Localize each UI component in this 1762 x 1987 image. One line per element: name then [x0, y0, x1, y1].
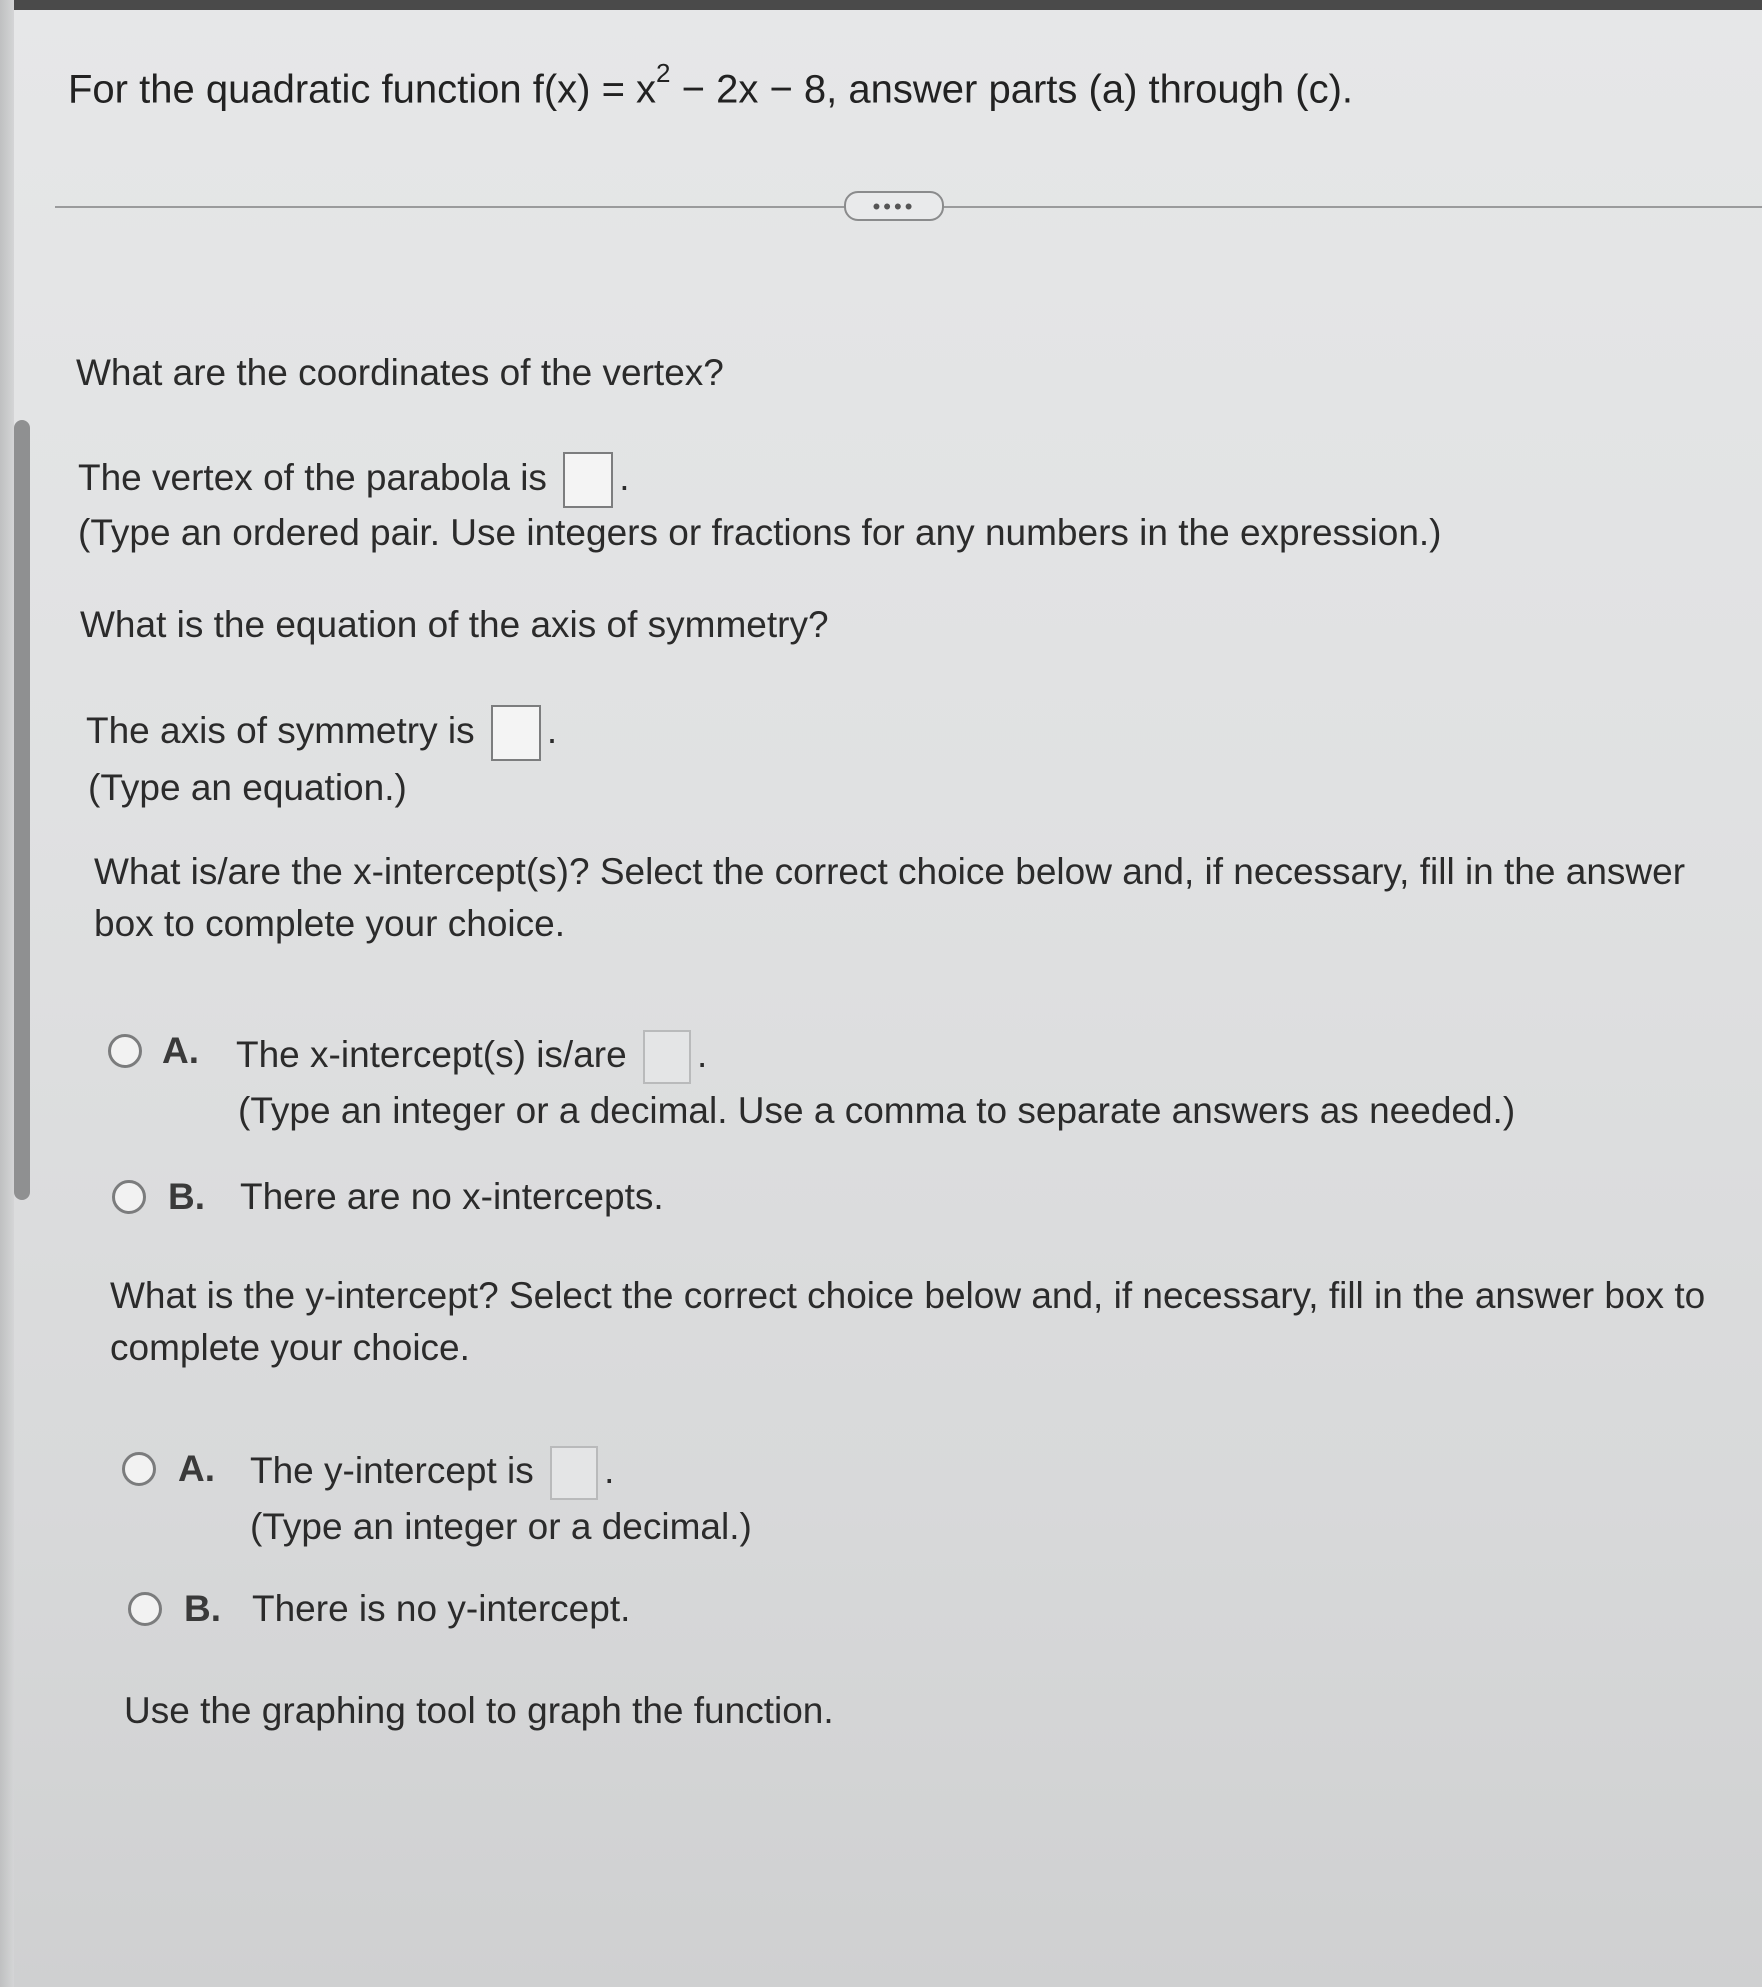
axis-hint: (Type an equation.) [88, 767, 407, 808]
y-intercept-choice-a-line [250, 1446, 614, 1500]
x-intercept-choice-b-letter: B. [168, 1176, 205, 1217]
problem-text-start: For the quadratic function f(x) = x [68, 67, 657, 112]
problem-text-end: − 2x − 8, answer parts (a) through (c). [670, 67, 1354, 112]
exponent: 2 [656, 58, 671, 88]
x-intercept-choice-b-text: There are no x-intercepts. [240, 1176, 664, 1217]
x-intercept-question: What is/are the x-intercept(s)? Select the correct choice below and, if necessary, fill in the answer box to complete your choice. [94, 851, 1686, 944]
axis-question: What is the equation of the axis of symmetry? [80, 604, 829, 645]
y-intercept-choice-a-hint: (Type an integer or a decimal.) [250, 1506, 752, 1547]
vertex-prompt-line [78, 452, 630, 508]
x-intercept-choice-a-text: The x-intercept(s) is/are [236, 1033, 627, 1075]
top-edge [0, 0, 1762, 10]
x-intercept-choice-a-line [236, 1030, 707, 1084]
y-intercept-choice-a-period: . [604, 1449, 615, 1491]
y-intercept-choice-a-letter: A. [178, 1448, 215, 1489]
x-intercept-choice-a-hint: (Type an integer or a decimal. Use a comma to separate answers as needed.) [238, 1090, 1516, 1131]
axis-answer-input[interactable] [491, 705, 541, 761]
y-intercept-choice-a-text: The y-intercept is [250, 1449, 534, 1491]
y-intercept-choice-b-radio[interactable] [128, 1592, 162, 1626]
vertex-question: What are the coordinates of the vertex? [76, 352, 724, 393]
vertex-prompt: The vertex of the parabola is [78, 456, 547, 498]
y-intercept-choice-a-radio[interactable] [122, 1452, 156, 1486]
scrollbar-thumb[interactable] [14, 420, 30, 1200]
vertex-answer-input[interactable] [563, 452, 613, 508]
left-bezel [0, 0, 14, 1987]
problem-statement [68, 58, 1354, 112]
axis-period: . [546, 709, 558, 751]
x-intercept-choice-b-radio[interactable] [112, 1180, 146, 1214]
graph-instruction: Use the graphing tool to graph the function. [124, 1690, 834, 1731]
x-intercept-choice-a-period: . [696, 1033, 708, 1075]
y-intercept-question: What is the y-intercept? Select the correct choice below and, if necessary, fill in the answer box to complete your choice. [110, 1275, 1706, 1368]
axis-prompt-line [86, 705, 557, 761]
vertex-period: . [619, 456, 630, 498]
vertex-hint: (Type an ordered pair. Use integers or fractions for any numbers in the expression.) [78, 512, 1442, 553]
y-intercept-choice-b-letter: B. [184, 1588, 221, 1629]
x-intercept-choice-a-radio[interactable] [108, 1034, 142, 1068]
y-intercept-answer-input[interactable] [550, 1446, 598, 1500]
expand-button[interactable]: •••• [844, 191, 944, 221]
x-intercept-answer-input[interactable] [643, 1030, 691, 1084]
y-intercept-choice-b-text: There is no y-intercept. [252, 1588, 631, 1629]
x-intercept-choice-a-letter: A. [162, 1030, 199, 1071]
axis-prompt: The axis of symmetry is [86, 709, 475, 751]
